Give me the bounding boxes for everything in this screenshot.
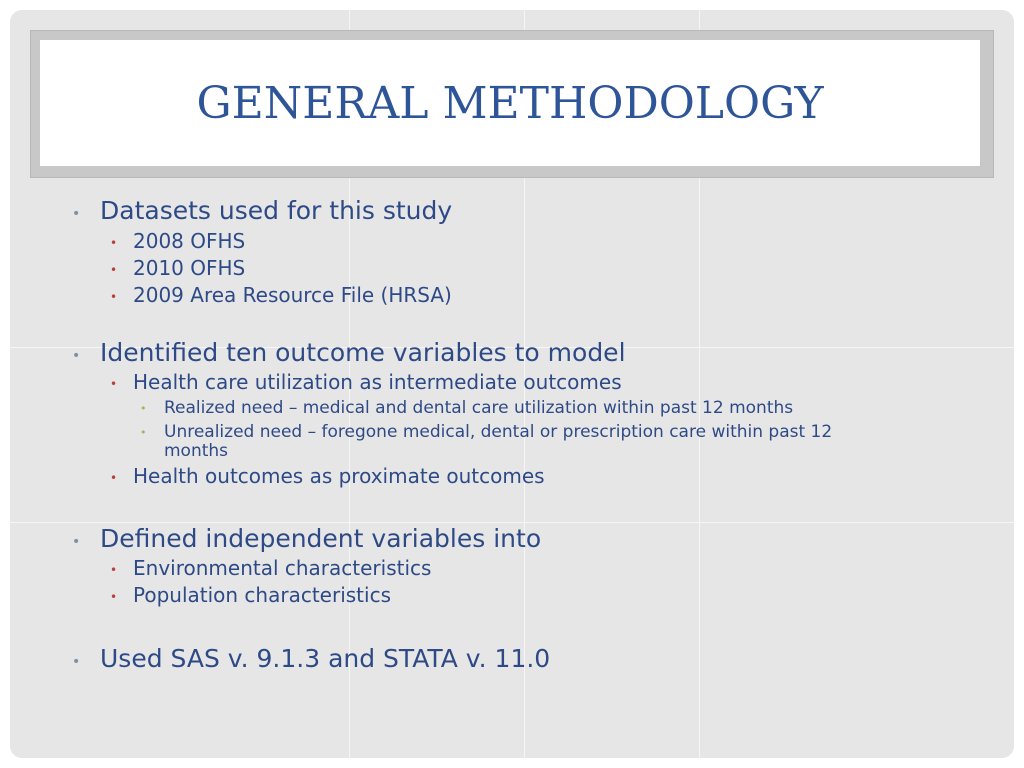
- bullet-icon: •: [110, 377, 118, 391]
- list-item: 2010 OFHS: [133, 256, 246, 280]
- bullet-icon: •: [110, 236, 118, 250]
- bullet-icon: •: [72, 206, 81, 222]
- bullet-icon: •: [140, 426, 147, 439]
- section-heading: Identified ten outcome variables to model: [100, 338, 626, 367]
- list-subitem: Realized need – medical and dental care utilization within past 12 months: [164, 398, 794, 418]
- bullet-icon: •: [110, 590, 118, 604]
- list-item: Health care utilization as intermediate outcomes: [133, 370, 622, 394]
- bullet-icon: •: [110, 290, 118, 304]
- list-item: Health outcomes as proximate outcomes: [133, 464, 545, 488]
- bullet-icon: •: [140, 402, 147, 415]
- page-title: GENERAL METHODOLOGY: [196, 77, 824, 129]
- bullet-icon: •: [110, 471, 118, 485]
- section-heading: Defined independent variables into: [100, 524, 542, 553]
- bullet-icon: •: [72, 654, 81, 670]
- bullet-icon: •: [110, 563, 118, 577]
- section-heading: Used SAS v. 9.1.3 and STATA v. 11.0: [100, 644, 551, 673]
- list-item: 2008 OFHS: [133, 229, 246, 253]
- list-item: Population characteristics: [133, 583, 391, 607]
- list-subitem: Unrealized need – foregone medical, dental or prescription care within past 12: [164, 422, 833, 442]
- section-heading: Datasets used for this study: [100, 196, 453, 225]
- bullet-icon: •: [110, 263, 118, 277]
- slide: [10, 10, 1014, 758]
- list-item: 2009 Area Resource File (HRSA): [133, 283, 452, 307]
- list-subitem-continuation: months: [164, 441, 229, 461]
- bullet-icon: •: [72, 348, 81, 364]
- list-item: Environmental characteristics: [133, 556, 432, 580]
- slide-body: [10, 10, 1014, 758]
- bullet-icon: •: [72, 534, 81, 550]
